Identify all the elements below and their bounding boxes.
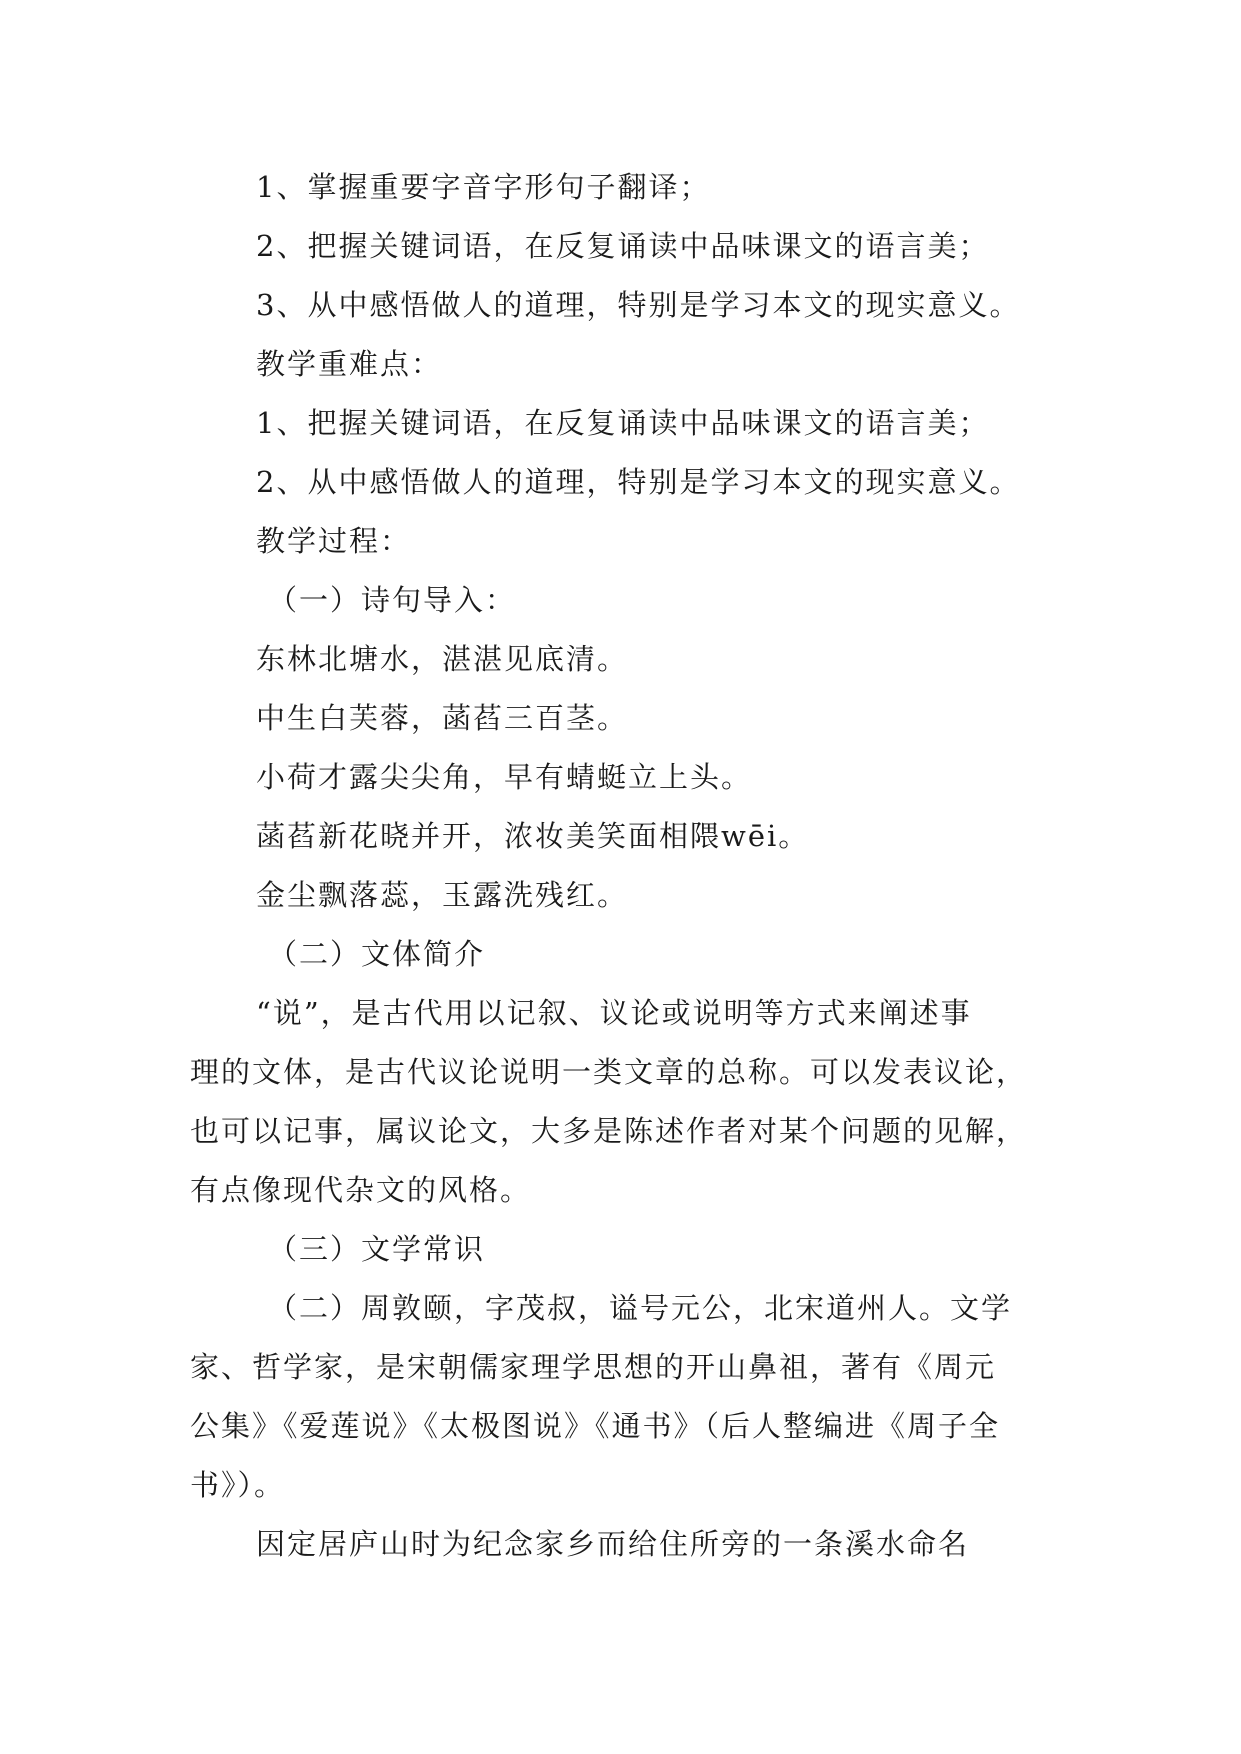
objective-3: 3、从中感悟做人的道理，特别是学习本文的现实意义。 — [256, 288, 1021, 322]
objective-2: 2、把握关键词语，在反复诵读中品味课文的语言美； — [256, 229, 990, 263]
key-point-2: 2、从中感悟做人的道理，特别是学习本文的现实意义。 — [256, 465, 1021, 499]
author-paragraph-line-3: 公集》《爱莲说》《太极图说》《通书》（后人整编进《周子全 — [190, 1409, 1001, 1443]
author-paragraph-line-1: （二）周敦颐，字茂叔，谥号元公，北宋道州人。文学 — [268, 1291, 1013, 1325]
subheading-literature: （三）文学常识 — [268, 1232, 486, 1266]
residence-paragraph-line-1: 因定居庐山时为纪念家乡而给住所旁的一条溪水命名 — [256, 1527, 970, 1561]
key-point-1: 1、把握关键词语，在反复诵读中品味课文的语言美； — [256, 406, 990, 440]
section-heading-process: 教学过程： — [256, 524, 412, 558]
genre-paragraph-line-2: 理的文体，是古代议论说明一类文章的总称。可以发表议论， — [190, 1055, 1028, 1089]
poem-line-3: 小荷才露尖尖角，早有蜻蜓立上头。 — [256, 760, 753, 794]
genre-paragraph-line-4: 有点像现代杂文的风格。 — [190, 1173, 532, 1207]
genre-paragraph-line-3: 也可以记事，属议论文，大多是陈述作者对某个问题的见解， — [190, 1114, 1028, 1148]
poem-line-1: 东林北塘水，湛湛见底清。 — [256, 642, 629, 676]
subheading-genre: （二）文体简介 — [268, 937, 486, 971]
poem-line-5: 金尘飘落蕊，玉露洗残红。 — [256, 878, 629, 912]
section-heading-key-points: 教学重难点： — [256, 347, 443, 381]
objective-1: 1、掌握重要字音字形句子翻译； — [256, 170, 711, 204]
author-paragraph-line-2: 家、哲学家，是宋朝儒家理学思想的开山鼻祖，著有《周元 — [190, 1350, 997, 1384]
poem-line-4: 菡萏新花晓并开，浓妆美笑面相隈wēi。 — [256, 819, 810, 853]
genre-paragraph-line-1: “说”，是古代用以记叙、议论或说明等方式来阐述事 — [256, 996, 972, 1030]
author-paragraph-line-4: 书》）。 — [190, 1468, 286, 1502]
poem-line-2: 中生白芙蓉，菡萏三百茎。 — [256, 701, 629, 735]
subheading-poem-intro: （一）诗句导入： — [268, 583, 517, 617]
